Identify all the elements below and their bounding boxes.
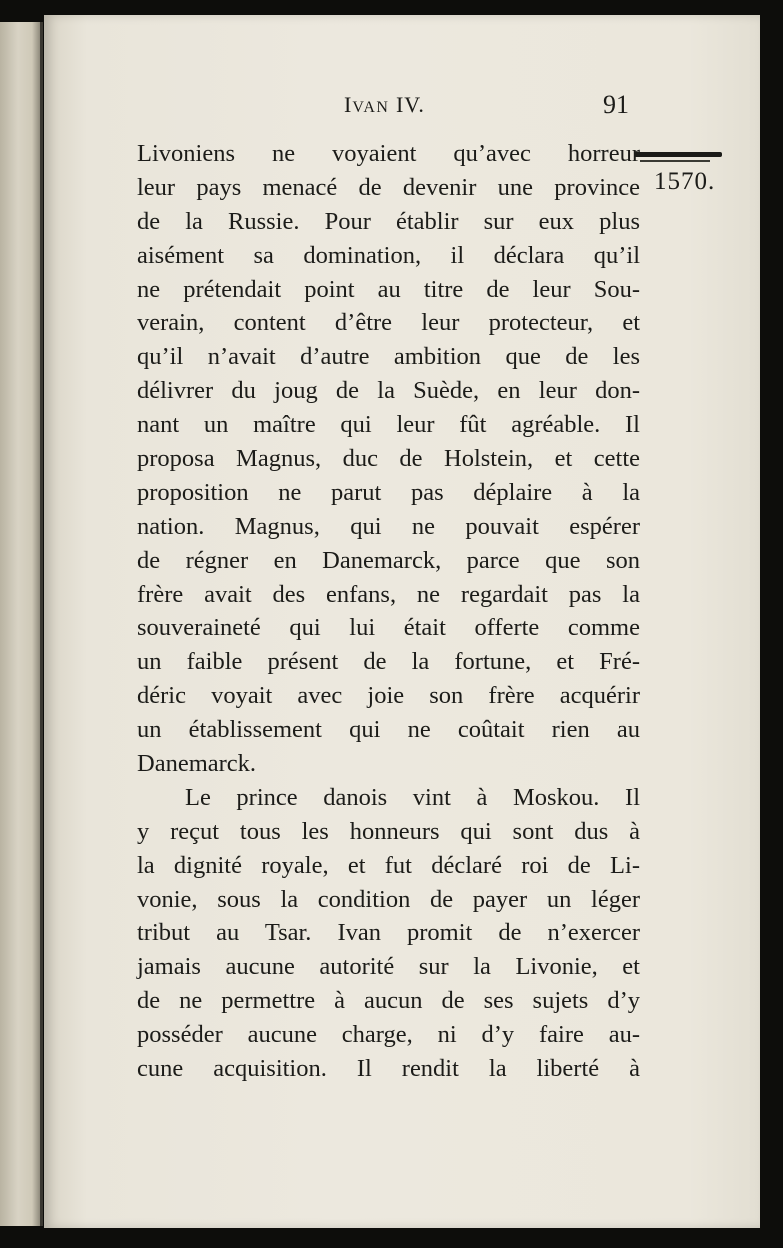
margin-rule-thin [640,160,710,162]
text-line: de la Russie. Pour établir sur eux plus [137,207,640,235]
page-header [0,92,783,122]
text-line: tribut au Tsar. Ivan promit de n’exercer [137,919,640,947]
text-line-paragraph-end: Danemarck. [137,750,257,778]
text-line: frère avait des enfans, ne regardait pas la [137,580,640,608]
facing-page-edge [0,22,43,1226]
text-line: y reçut tous les honneurs qui sont dus à [137,817,640,845]
text-line: déric voyait avec joie son frère acquérir [137,682,640,710]
text-line: posséder aucune charge, ni d’y faire au- [137,1021,640,1049]
text-line-paragraph-start: Le prince danois vint à Moskou. Il [185,783,640,811]
text-line: un faible présent de la fortune, et Fré- [137,648,640,676]
margin-rule [634,152,722,157]
text-line: vonie, sous la condition de payer un léger [137,885,640,913]
text-line: nation. Magnus, qui ne pouvait espérer [137,512,640,540]
page-number: 91 [603,90,629,119]
text-line: qu’il n’avait d’autre ambition que de les [137,343,640,371]
text-line: délivrer du joug de la Suède, en leur don- [137,377,640,405]
body-text [137,137,640,1086]
text-line: leur pays menacé de devenir une province [137,173,640,201]
text-line: nant un maître qui leur fût agréable. Il [137,411,640,439]
text-line: Livoniens ne voyaient qu’avec horreur [137,140,640,167]
text-line: proposition ne parut pas déplaire à la [137,478,640,506]
text-line: cune acquisition. Il rendit la liberté à [137,1055,640,1083]
margin-date: 1570. [654,168,716,195]
text-line: souveraineté qui lui était offerte comme [137,614,640,642]
text-line: aisément sa domination, il déclara qu’il [137,241,640,269]
text-line: ne prétendait point au titre de leur Sou- [137,275,640,303]
text-line: de régner en Danemarck, parce que son [137,546,640,574]
text-line: verain, content d’être leur protecteur, et [137,309,640,337]
text-line: de ne permettre à aucun de ses sujets d’y [137,987,640,1015]
text-line: un établissement qui ne coûtait rien au [137,716,640,744]
text-line: jamais aucune autorité sur la Livonie, et [137,953,640,981]
running-head: IVAN IV. [344,92,425,117]
text-line: proposa Magnus, duc de Holstein, et cette [137,445,640,473]
text-line: la dignité royale, et fut déclaré roi de Li- [137,851,640,879]
